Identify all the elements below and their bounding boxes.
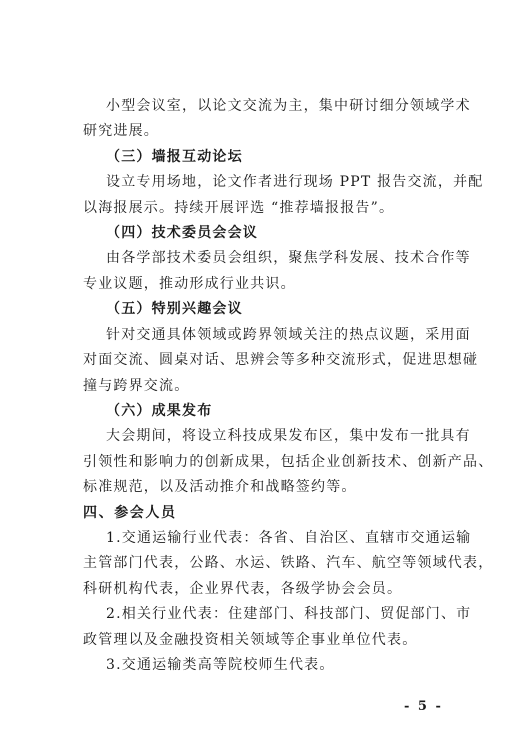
paragraph-line: 研究进展。 (83, 123, 159, 139)
paragraph-line: 大会期间，将设立科技成果发布区，集中发布一批具有 (106, 428, 471, 444)
paragraph-line: 专业议题，推动形成行业共识。 (83, 276, 296, 292)
section-heading: （五）特别兴趣会议 (106, 301, 243, 317)
section-heading-attendees: 四、参会人员 (83, 505, 177, 521)
paragraph-line: 标准规范，以及活动推介和战略签约等。 (83, 479, 357, 495)
paragraph-line: 针对交通具体领域或跨界领域关注的热点议题，采用面 (106, 327, 471, 343)
paragraph-line: 对面交流、圆桌对话、思辨会等多种交流形式，促进思想碰 (83, 352, 479, 368)
paragraph-line: 设立专用场地，论文作者进行现场 PPT 报告交流，并配 (106, 174, 484, 190)
section-heading: （四）技术委员会会议 (106, 225, 258, 241)
paragraph-line: 2.相关行业代表：住建部门、科技部门、贸促部门、市 (106, 606, 472, 622)
paragraph-line: 撞与跨界交流。 (83, 378, 190, 394)
section-heading: （三）墙报互动论坛 (106, 149, 243, 165)
paragraph-line: 3.交通运输类高等院校师生代表。 (106, 657, 335, 673)
paragraph-line: 由各学部技术委员会组织，聚焦学科发展、技术合作等 (106, 250, 471, 266)
paragraph-line: 以海报展示。持续开展评选 “推荐墙报报告”。 (83, 200, 395, 216)
paragraph-line: 主管部门代表，公路、水运、铁路、汽车、航空等领域代表， (83, 555, 494, 571)
paragraph-line: 1.交通运输行业代表：各省、自治区、直辖市交通运输 (106, 530, 472, 546)
paragraph-line: 科研机构代表，企业界代表，各级学协会会员。 (83, 581, 403, 597)
section-heading: （六）成果发布 (106, 403, 213, 419)
paragraph-line: 引领性和影响力的创新成果，包括企业创新技术、创新产品、 (83, 454, 494, 470)
page-number: - 5 - (404, 699, 443, 714)
paragraph-line: 小型会议室，以论文交流为主，集中研讨细分领域学术 (106, 98, 471, 114)
paragraph-line: 政管理以及金融投资相关领域等企事业单位代表。 (83, 632, 418, 648)
